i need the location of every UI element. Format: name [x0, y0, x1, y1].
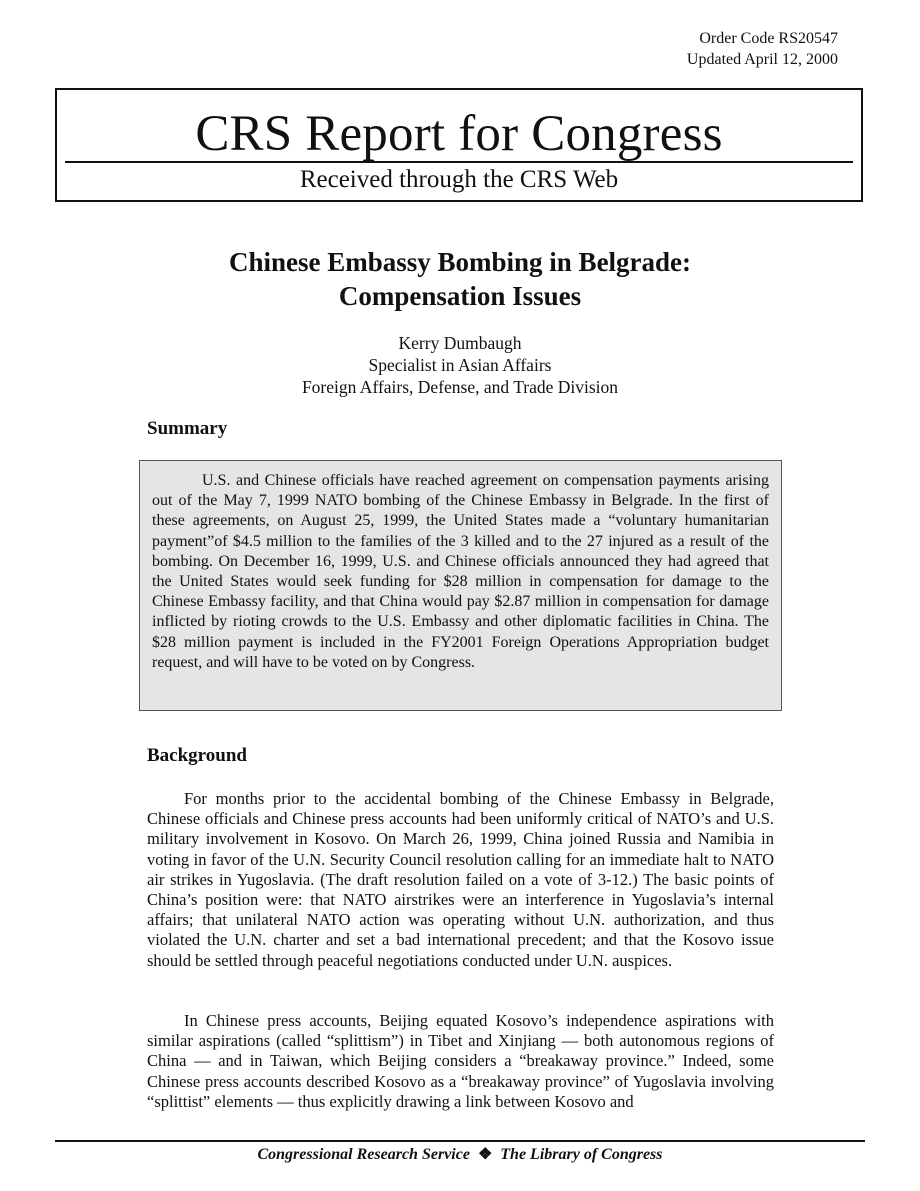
- author-block: [60, 332, 860, 398]
- footer-loc: The Library of Congress: [500, 1146, 663, 1163]
- summary-box: [139, 460, 782, 711]
- author-division: Foreign Affairs, Defense, and Trade Division: [301, 377, 619, 397]
- background-paragraph-1: For months prior to the accidental bombing of the Chinese Embassy in Belgrade, Chinese officials and Chinese press accounts had been uniformly critical of NATO’s and U.S. military involvement in Kosovo. On March 26, 1999, China joined Russia and Namibia in voting in favor of the U.N. Security Council resolution calling for an immediate halt to NATO air strikes in Yugoslavia. (The draft resolution failed on a vote of 3-12.) The basic points of China’s position were: that NATO airstrikes were an interference in Yugoslavia’s internal affairs; that unilateral NATO action was operating without U.N. authorization, and thus violated the U.N. charter and set a bad international precedent; and that the Kosovo issue should be settled through peaceful negotiations conducted under U.N. auspices.: [147, 789, 774, 970]
- updated-date: Updated April 12, 2000: [686, 51, 838, 68]
- footer: [0, 1144, 920, 1164]
- masthead-subtitle: Received through the CRS Web: [299, 166, 619, 193]
- author-name: Kerry Dumbaugh: [398, 333, 522, 353]
- order-info: [687, 28, 838, 70]
- title-line-1: Chinese Embassy Bombing in Belgrade:: [228, 247, 692, 277]
- document-title: [60, 245, 860, 313]
- footer-divider: [55, 1140, 865, 1142]
- background-paragraph-2: In Chinese press accounts, Beijing equated Kosovo’s independence aspirations with similar aspirations (called “splittism”) in Tibet and Xinjiang — both autonomous regions of China — and in Taiwan, which Beijing considers a “breakaway province.” Indeed, some Chinese press accounts described Kosovo as a “breakaway province” of Yugoslavia involving “splittist” elements — thus explicitly drawing a link between Kosovo and: [147, 1011, 774, 1111]
- footer-crs: Congressional Research Service: [257, 1146, 470, 1163]
- background-heading: Background: [147, 745, 247, 766]
- summary-heading: Summary: [147, 418, 228, 439]
- order-code: Order Code RS20547: [699, 30, 838, 47]
- masthead-title: CRS Report for Congress: [195, 106, 723, 162]
- summary-text: U.S. and Chinese officials have reached agreement on compensation payments arising out of the May 7, 1999 NATO bombing of the Chinese Embassy in Belgrade. In the first of these agreements, on August 25, 1999, the United States made a “voluntary humanitarian payment”of $4.5 million to the families of the 3 killed and to the 27 injured as a result of the bombing. On December 16, 1999, U.S. and Chinese officials announced they had agreed that the United States would seek funding for $28 million in compensation for damage to the Chinese Embassy facility, and that China would pay $2.87 million in compensation for damage inflicted by rioting crowds to the U.S. Embassy and other diplomatic facilities in China. The $28 million payment is included in the FY2001 Foreign Operations Appropriation budget request, and will have to be voted on by Congress.: [152, 472, 769, 671]
- footer-separator-icon: ❖: [477, 1146, 493, 1163]
- report-masthead: [55, 88, 863, 202]
- title-line-2: Compensation Issues: [338, 281, 582, 311]
- author-title: Specialist in Asian Affairs: [368, 355, 552, 375]
- masthead-divider: [65, 161, 853, 163]
